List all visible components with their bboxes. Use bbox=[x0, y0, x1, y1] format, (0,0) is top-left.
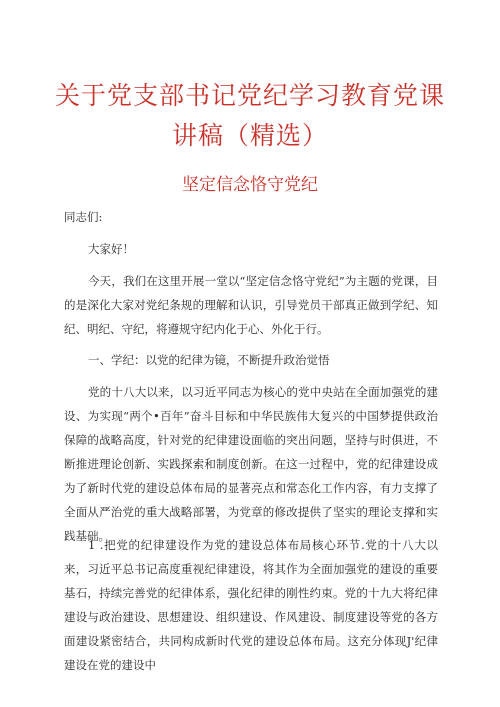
salutation: 同志们: bbox=[64, 210, 103, 224]
paragraph-section-1: 党的十八大以来，以习近平同志为核心的党中央站在全面加强党的建设、为实现“两个•百年”奋斗目标和中华民族伟大复兴的中国梦提供政治保障的战略高度，针对党的纪律建设面临的突出问题，坚持与时俱进，不断推进理论创新、实践探索和制度创新。在这一过程中，党的纪律建设成为了新时代党的建设总体布局的显著亮点和常态化工作内容，有力支撑了全面从严治党的重大战略部署，为党章的修改提供了坚实的理论支撑和实践基础。 bbox=[64, 385, 438, 543]
greeting: 大家好！ bbox=[88, 242, 134, 256]
document-title-line-2: 讲稿（精选） bbox=[171, 121, 328, 150]
paragraph-point-1: 1 .把党的纪律建设作为党的建设总体布局核心环节.党的十八大以来，习近平总书记高度重视纪律建设，将其作为全面加强党的建设的重要基石，持续完善党的纪律体系，强化纪律的刚性约束。党的十九大将纪律建设与政治建设、思想建设、组织建设、作风建设、制度建设等党的各方面建设紧密结合，共同构成新时代党的建设总体布局。这充分体现J'纪律建设在党的建设中 bbox=[64, 538, 438, 672]
document-subtitle: 坚定信念恪守党纪 bbox=[182, 175, 318, 195]
paragraph-intro: 今天，我们在这里开展一堂以“坚定信念恪守党纪”为主题的党课，目的是深化大家对党纪条规的理解和认识，引导党员干部真正做到学纪、知纪、明纪、守纪，将遵规守纪内化于心、外化于行。 bbox=[64, 274, 438, 336]
section-heading-1: 一、学纪：以党的纪律为镜，不断提升政治觉悟 bbox=[88, 353, 330, 367]
document-title-line-1: 关于党支部书记党纪学习教育党课 bbox=[54, 81, 445, 110]
